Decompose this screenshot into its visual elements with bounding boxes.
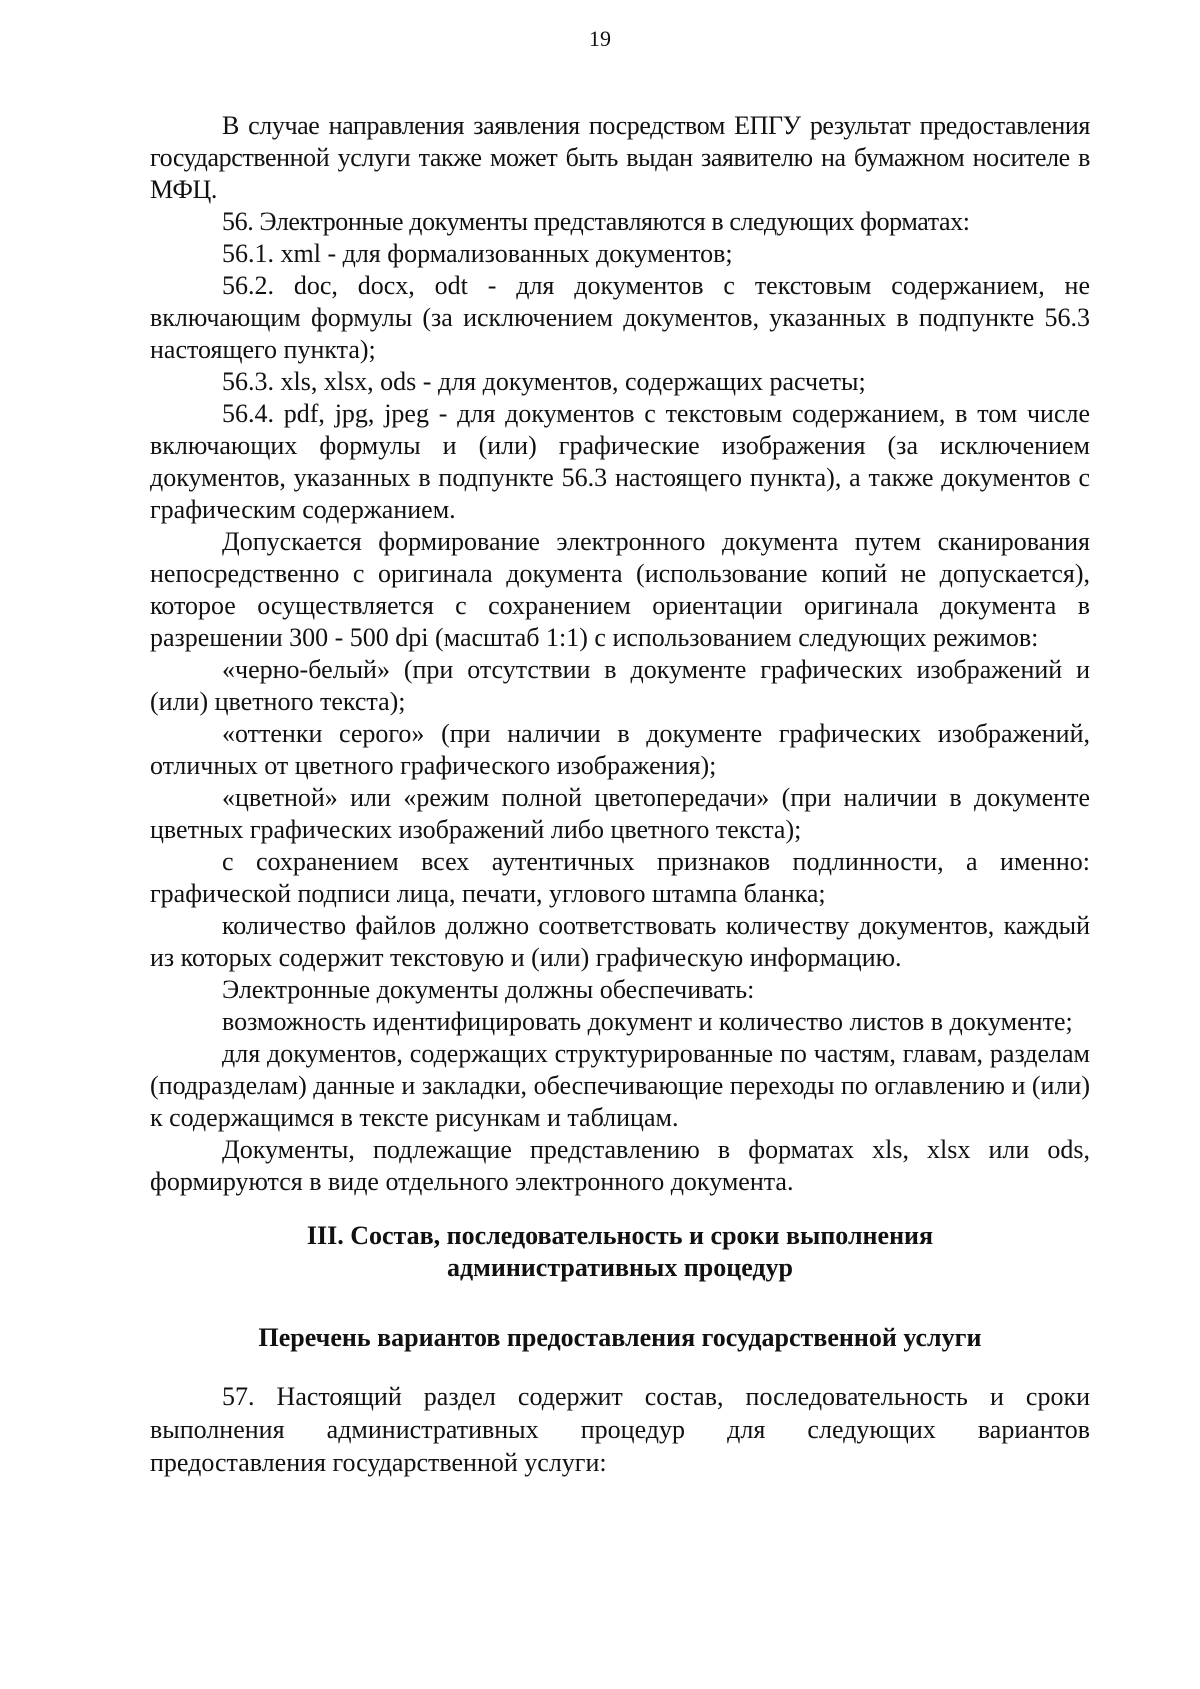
- page-number: 19: [589, 26, 611, 51]
- paragraph-56-4: 56.4. pdf, jpg, jpeg - для документов с текстовым содержанием, в том числе включающих формулы и (или) графические изображения (за исключением документов, указанных в подпункте 56.3 настоящего пункта), а также документов с графическим содержанием.: [150, 399, 1090, 524]
- paragraph-mode-color: «цветной» или «режим полной цветопередачи» (при наличии в документе цветных графических изображений либо цветного текста);: [150, 783, 1090, 844]
- subsection-heading: Перечень вариантов предоставления государственной услуги: [258, 1323, 982, 1352]
- paragraph-56: 56. Электронные документы представляются в следующих форматах:: [222, 207, 970, 236]
- paragraph-spreadsheets: Документы, подлежащие представлению в форматах xls, xlsx или ods, формируются в виде отдельного электронного документа.: [150, 1135, 1090, 1196]
- paragraph-epgu-result: В случае направления заявления посредством ЕПГУ результат предоставления государственной услуги также может быть выдан заявителю на бумажном носителе в МФЦ.: [150, 111, 1090, 204]
- paragraph-requirements: Электронные документы должны обеспечивать:: [222, 975, 755, 1004]
- paragraph-57: 57. Настоящий раздел содержит состав, последовательность и сроки выполнения административных процедур для следующих вариантов предоставления государственной услуги:: [150, 1382, 1090, 1477]
- paragraph-mode-gray: «оттенки серого» (при наличии в документе графических изображений, отличных от цветного графического изображения);: [150, 719, 1090, 780]
- paragraph-identify: возможность идентифицировать документ и количество листов в документе;: [222, 1007, 1073, 1036]
- paragraph-scanning: Допускается формирование электронного документа путем сканирования непосредственно с оригинала документа (использование копий не допускается), которое осуществляется с сохранением ориентации оригинала документа в разрешении 300 - 500 dpi (масштаб 1:1) с использованием следующих режимов:: [150, 527, 1090, 652]
- section-heading-line-1: III. Состав, последовательность и сроки выполнения: [306, 1221, 934, 1250]
- paragraph-56-3: 56.3. xls, xlsx, ods - для документов, содержащих расчеты;: [222, 367, 866, 396]
- paragraph-structured: для документов, содержащих структурированные по частям, главам, разделам (подразделам) данные и закладки, обеспечивающие переходы по оглавлению и (или) к содержащимся в тексте рисункам и таблицам.: [150, 1039, 1090, 1132]
- section-heading-line-2: административных процедур: [446, 1253, 794, 1282]
- paragraph-56-1: 56.1. xml - для формализованных документов;: [222, 239, 733, 268]
- paragraph-mode-bw: «черно-белый» (при отсутствии в документе графических изображений и (или) цветного текста);: [150, 655, 1090, 716]
- paragraph-56-2: 56.2. doc, docx, odt - для документов с текстовым содержанием, не включающим формулы (за исключением документов, указанных в подпункте 56.3 настоящего пункта);: [150, 271, 1090, 364]
- paragraph-file-count: количество файлов должно соответствовать количеству документов, каждый из которых содержит текстовую и (или) графическую информацию.: [150, 911, 1090, 972]
- document-body: [150, 110, 1090, 1479]
- paragraph-authenticity: с сохранением всех аутентичных признаков подлинности, а именно: графической подписи лица, печати, углового штампа бланка;: [150, 847, 1090, 908]
- section-heading: [150, 1220, 1090, 1284]
